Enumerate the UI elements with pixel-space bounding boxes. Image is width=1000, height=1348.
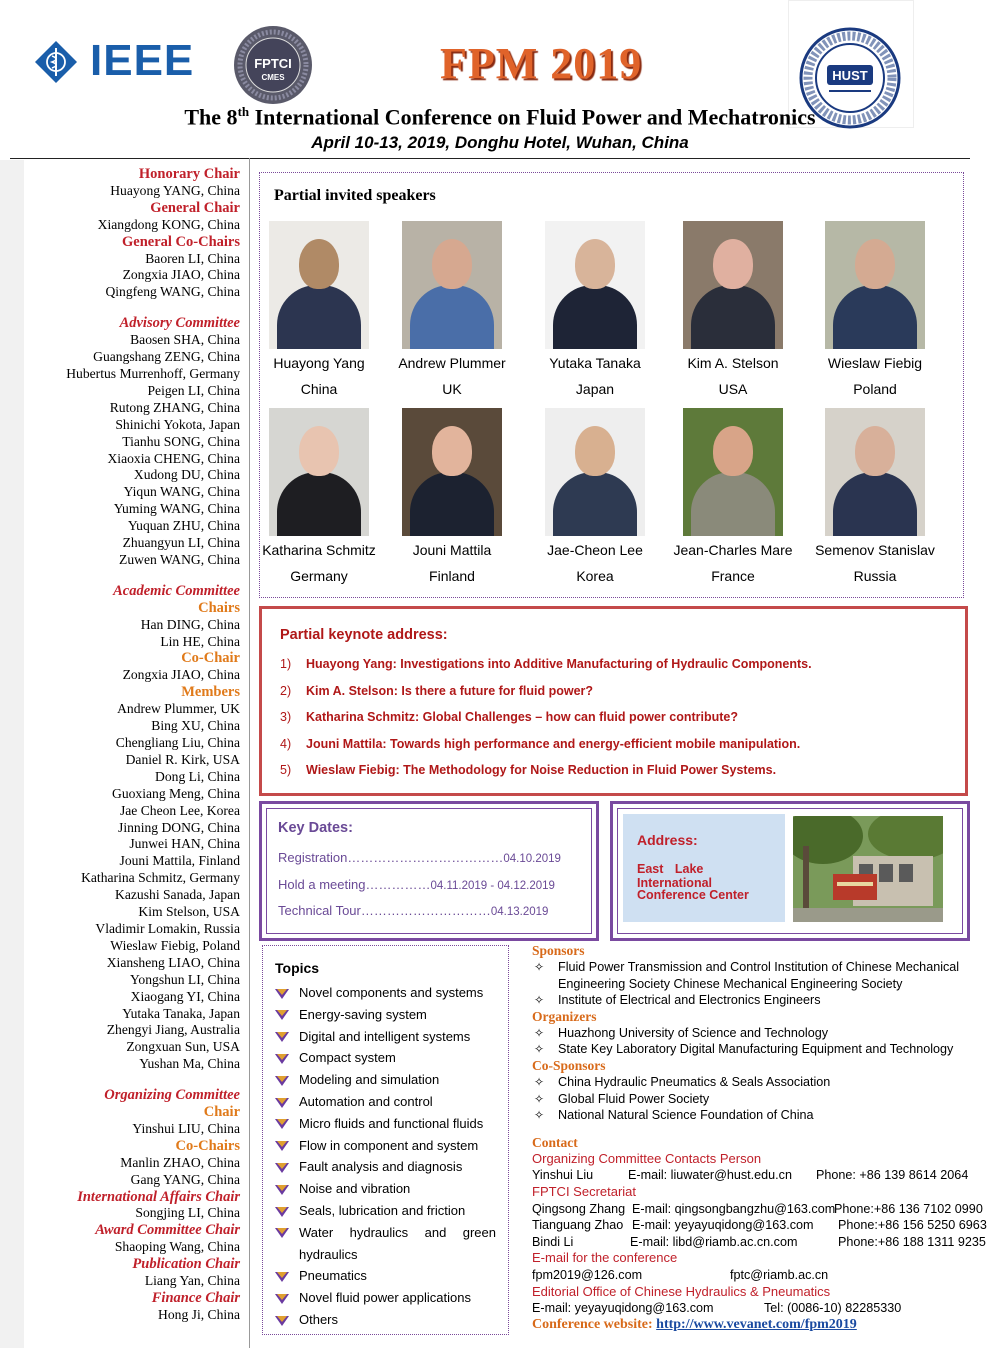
conference-email-a[interactable]: fpm2019@126.com [532,1267,643,1282]
topic-item [275,1309,500,1331]
fptci-contact-rows [532,1201,987,1251]
conference-title: The 8th International Conference on Fluid Power and Mechatronics [184,104,816,130]
key-date-value: 04.13.2019 [490,906,549,918]
committee-heading: Chair [203,1104,240,1121]
speaker-name: Wieslaw Fiebig [827,355,923,371]
topic-text: Fault analysis and diagnosis [299,1159,463,1175]
speaker-name: Katharina Schmitz [262,542,376,558]
committee-member: Yuming WANG, China [113,501,240,517]
conference-date: April 10-13, 2019, Donghu Hotel, Wuhan, China [311,133,689,152]
fptci-sub: CMES [261,73,285,82]
bullet-arrow-icon [275,1294,289,1304]
topic-text: Water hydraulics and green hydraulics [299,1224,496,1262]
committee-member: Songjing LI, China [135,1205,240,1221]
cosponsors-list [532,1074,977,1124]
contact-email[interactable]: E-mail: libd@riamb.ac.cn.com [630,1234,798,1249]
committee-heading: Honorary Chair [138,166,240,182]
speaker-country: Poland [853,381,897,397]
editorial-contact-row [532,1300,977,1317]
speaker-card [377,221,527,397]
speaker-name: Jouni Mattila [412,542,492,558]
keynote-title: Partial keynote address: [280,627,448,643]
speakers-title: Partial invited speakers [274,187,436,204]
key-date-item [278,903,548,918]
editorial-tel: Tel: (0086-10) 82285330 [764,1301,902,1316]
topic-text: Flow in component and system [299,1137,479,1153]
topic-item [275,1047,500,1069]
speaker-country: Finland [429,568,475,584]
committee-member: Baoren LI, China [145,250,240,266]
committee-heading: General Co-Chairs [122,233,240,250]
committee-heading: Award Committee Chair [95,1222,240,1239]
committee-member: Hubertus Murrenhoff, Germany [66,365,240,381]
committee-heading: Organizing Committee [104,1087,240,1104]
ieee-wordmark: IEEE [90,36,195,85]
key-date-label: Registration……………………………… [278,850,504,865]
topic-item [275,1026,500,1048]
speaker-photo [683,408,783,536]
committee-member: Guoxiang Meng, China [112,785,240,801]
speaker-country: China [300,381,338,397]
list-gap [24,569,240,583]
committee-member: Yutaka Tanaka, Japan [122,1005,240,1021]
bullet-arrow-icon [275,1010,289,1020]
committee-member: Dong Li, China [155,768,240,784]
hust-text: HUST [832,68,868,83]
speaker-photo [402,221,502,349]
keynote-number: 4) [280,736,292,751]
speaker-name: Huayong Yang [273,355,365,371]
contact-phone: Phone:+86 188 1311 9235 [838,1234,986,1249]
key-dates-title: Key Dates: [278,820,353,836]
committee-member: Xiangdong KONG, China [97,216,240,232]
keynote-number: 2) [280,683,292,698]
sponsors-list [532,959,977,1009]
header-divider [10,158,970,159]
key-date-item [278,850,561,865]
contact-name: Yinshui Liu [532,1168,594,1183]
committee-member: Huayong YANG, China [110,182,240,198]
committee-heading: Finance Chair [151,1290,240,1306]
committee-member: Guangshang ZENG, China [93,349,240,365]
committee-member: Zhuangyun LI, China [122,535,240,551]
cosponsors-heading: Co-Sponsors [532,1057,606,1073]
topic-item [275,1004,500,1026]
bullet-arrow-icon [275,1163,289,1173]
committee-member: Shinichi Yokota, Japan [115,416,240,432]
speaker-photo [825,408,925,536]
committee-member: Daniel R. Kirk, USA [125,751,240,767]
topic-item [275,1069,500,1091]
fptci-contact-row [532,1217,987,1234]
committee-member: Xiaoxia CHENG, China [107,450,240,466]
sponsors-contact-column [532,943,987,1333]
topic-text: Digital and intelligent systems [299,1028,471,1044]
keynote-item [280,737,800,751]
speaker-photo [545,408,645,536]
committee-member: Lin HE, China [160,633,240,649]
contact-heading: Contact [532,1134,578,1150]
keynote-number: 1) [280,657,292,671]
committee-member: Han DING, China [140,616,240,632]
speaker-card [244,408,394,584]
keynote-panel [259,606,968,796]
keynote-number: 5) [280,763,292,777]
committee-member: Andrew Plummer, UK [117,701,240,717]
committee-heading: General Chair [150,199,240,216]
contact-email[interactable]: E-mail: yeyayuqidong@163.com [632,1218,814,1233]
address-title: Address: [637,832,698,848]
address-line-1: East Lake International [637,862,713,890]
topic-item [275,1135,500,1157]
editorial-email[interactable]: E-mail: yeyayuqidong@163.com [532,1301,714,1316]
topic-item [275,982,500,1004]
website-label: Conference website: [532,1316,653,1332]
sponsor-item: ✧ National Natural Science Foundation of China [532,1107,977,1124]
topic-text: Pneumatics [299,1268,367,1284]
key-date-item [278,877,555,892]
contact-email[interactable]: E-mail: liuwater@hust.edu.cn [628,1168,792,1183]
topic-item [275,1265,500,1287]
sponsors-heading: Sponsors [532,943,585,958]
ieee-logo [34,36,214,85]
conference-email-heading: E-mail for the conference [532,1250,678,1266]
speaker-card [800,408,950,584]
topic-item [275,1222,500,1266]
committee-member: Wieslaw Fiebig, Poland [110,937,240,953]
venue-photo [793,816,943,922]
speaker-name: Jae-Cheon Lee [547,542,643,558]
topic-item [275,1156,500,1178]
key-date-value: 04.11.2019 - 04.12.2019 [430,879,555,892]
committee-member: Zuwen WANG, China [119,551,240,567]
speaker-photo [825,221,925,349]
conference-email-row [532,1267,977,1284]
speaker-card [520,408,670,584]
speaker-card [377,408,527,584]
contact-phone: Phone:+86 156 5250 6963 [838,1218,987,1233]
key-date-value: 04.10.2019 [503,853,561,865]
speaker-name: Yutaka Tanaka [549,355,641,371]
topic-text: Noise and vibration [299,1181,411,1197]
committee-member: Xiaogang YI, China [130,988,240,1004]
fptci-secretariat-heading: FPTCI Secretariat [532,1183,637,1199]
keynote-number: 3) [280,710,292,724]
speaker-country: Russia [853,568,897,584]
speaker-photo [402,408,502,536]
topic-text: Energy-saving system [299,1006,427,1022]
conference-email-b[interactable]: fptc@riamb.ac.cn [730,1267,829,1282]
speaker-name: Semenov Stanislav [815,542,935,558]
address-text-panel [623,814,785,922]
topic-text: Novel fluid power applications [299,1290,471,1306]
keynote-text: Kim A. Stelson: Is there a future for fluid power? [306,683,594,698]
speaker-country: Korea [576,568,614,584]
topic-text: Automation and control [299,1094,433,1109]
committee-list [24,166,240,1324]
bullet-arrow-icon [275,1272,289,1282]
contact-phone: Phone: +86 139 8614 2064 [816,1168,969,1183]
list-gap [24,301,240,315]
spacer [532,1124,977,1135]
committee-member: Katharina Schmitz, Germany [81,870,240,886]
org-contact-heading: Organizing Committee Contacts Person [532,1150,762,1166]
address-panel [610,801,970,941]
editorial-office-heading: Editorial Office of Chinese Hydraulics & Pneumatics [532,1283,831,1299]
topics-title: Topics [275,960,320,976]
fptci-seal-logo [232,24,314,106]
committee-heading: Co-Chair [181,650,240,667]
speaker-photo [683,221,783,349]
committee-heading: Members [181,684,240,701]
sponsor-item: ✧ State Key Laboratory Digital Manufacturing Equipment and Technology [532,1041,977,1058]
bullet-arrow-icon [275,1054,289,1064]
committee-member: Yiqun WANG, China [123,484,240,500]
keynote-item [280,684,593,698]
contact-email[interactable]: E-mail: qingsongbangzhu@163.com [632,1201,836,1216]
topic-item [275,1287,500,1309]
key-dates-panel [259,801,599,941]
committee-member: Jae Cheon Lee, Korea [119,802,240,818]
speaker-country: USA [718,381,748,397]
fpm-title: FPM 2019 [440,39,643,88]
committee-member: Jinning DONG, China [118,819,240,835]
bullet-arrow-icon [275,1032,289,1042]
speaker-photo [545,221,645,349]
left-margin-band [0,160,24,1348]
topic-text: Micro fluids and functional fluids [299,1115,484,1131]
committee-member: Chengliang Liu, China [115,735,240,750]
bullet-arrow-icon [275,989,289,999]
keynote-text: Huayong Yang: Investigations into Additive Manufacturing of Hydraulic Components. [306,657,812,671]
speaker-name: Jean-Charles Mare [673,542,793,558]
organizers-list [532,1025,977,1058]
speaker-country: Japan [575,381,615,397]
committee-heading: Advisory Committee [119,315,240,332]
sponsor-item: ✧ Institute of Electrical and Electronics Engineers [532,992,977,1009]
speaker-country: Germany [290,568,348,584]
bullet-arrow-icon [275,1076,289,1086]
committee-member: Zongxia JIAO, China [122,667,240,683]
keynote-text: Katharina Schmitz: Global Challenges – how can fluid power contribute? [306,710,738,724]
key-date-label: Hold a meeting…………… [278,876,431,892]
speaker-card [658,408,808,584]
topic-text: Seals, lubrication and friction [299,1203,466,1218]
speaker-card [244,221,394,397]
committee-member: Zongxia JIAO, China [122,267,240,283]
committee-member: Kazushi Sanada, Japan [115,887,240,903]
committee-heading: Co-Chairs [175,1137,240,1154]
fptci-contact-row [532,1234,986,1251]
contact-name: Tianguang Zhao [532,1218,624,1233]
committee-member: Liang Yan, China [144,1273,240,1289]
bullet-arrow-icon [275,1141,289,1151]
speaker-name: Andrew Plummer [398,355,506,371]
sponsor-item: ✧ Global Fluid Power Society [532,1091,977,1108]
speaker-card [520,221,670,397]
speaker-card [800,221,950,397]
topic-item [275,1113,500,1135]
speaker-photo [269,221,369,349]
sponsor-item: ✧ China Hydraulic Pneumatics & Seals Association [532,1074,977,1091]
committee-member: Vladimir Lomakin, Russia [95,920,240,936]
keynote-item [280,763,776,777]
committee-member: Xiansheng LIAO, China [106,954,240,970]
committee-member: Yushan Ma, China [139,1056,240,1072]
committee-member: Hong Ji, China [158,1306,240,1322]
committee-member: Peigen LI, China [147,382,240,398]
committee-member: Junwei HAN, China [129,836,240,852]
sponsor-item: ✧ Huazhong University of Science and Technology [532,1025,977,1042]
topic-text: Modeling and simulation [299,1072,440,1088]
topic-item [275,1091,500,1113]
speaker-photo [269,408,369,536]
committee-member: Baosen SHA, China [130,332,240,348]
speaker-country: France [711,568,755,584]
committee-member: Yongshun LI, China [129,971,240,987]
bullet-arrow-icon [275,1316,289,1326]
speaker-card [658,221,808,397]
committee-heading: Publication Chair [132,1256,240,1273]
contact-phone: Phone:+86 136 7102 0990 [834,1201,983,1216]
org-contact-row [532,1167,977,1184]
keynote-item [280,710,738,724]
committee-heading: Academic Committee [113,582,240,599]
committee-member: Zhengyi Jiang, Australia [106,1022,240,1038]
committee-member: Xudong DU, China [133,467,240,483]
committee-member: Qingfeng WANG, China [105,284,240,300]
bullet-arrow-icon [275,1207,289,1217]
bullet-arrow-icon [275,1185,289,1195]
committee-member: Shaoping Wang, China [114,1239,240,1255]
topics-panel [262,945,509,1335]
ieee-diamond-icon [34,40,78,84]
topic-text: Others [299,1312,339,1327]
conference-website [532,1317,977,1333]
committee-heading: Chairs [198,599,240,616]
committee-heading: International Affairs Chair [77,1188,240,1205]
committee-member: Yuquan ZHU, China [127,518,240,534]
committee-member: Rutong ZHANG, China [109,399,240,415]
bullet-arrow-icon [275,1119,289,1129]
keynote-item [280,657,812,671]
topic-item [275,1178,500,1200]
fptci-contact-row [532,1201,983,1218]
committee-member: Bing XU, China [151,718,240,734]
invited-speakers-panel [259,172,964,598]
fptci-text: FPTCI [254,56,292,71]
bullet-arrow-icon [275,1228,289,1238]
committee-member: Jouni Mattila, Finland [119,853,240,869]
committee-member: Tianhu SONG, China [122,433,240,449]
committee-member: Yinshui LIU, China [132,1120,240,1136]
committee-member: Manlin ZHAO, China [120,1154,240,1170]
contact-name: Qingsong Zhang [532,1201,626,1216]
website-link[interactable]: http://www.vevanet.com/fpm2019 [656,1316,857,1332]
bullet-arrow-icon [275,1098,289,1108]
topic-text: Novel components and systems [299,985,484,1000]
committee-member: Kim Stelson, USA [138,904,240,920]
speaker-country: UK [442,381,462,397]
committee-member: Gang YANG, China [130,1171,240,1187]
key-date-label: Technical Tour………………………… [278,903,491,918]
keynote-text: Jouni Mattila: Towards high performance and energy-efficient mobile manipulation. [306,736,801,751]
topic-item [275,1200,500,1222]
contact-name: Bindi Li [532,1234,574,1249]
keynote-text: Wieslaw Fiebig: The Methodology for Noise Reduction in Fluid Power Systems. [306,763,777,777]
address-line-2: Conference Center [637,888,749,902]
committee-member: Zongxuan Sun, USA [126,1039,240,1055]
list-gap [24,1073,240,1087]
organizers-heading: Organizers [532,1008,597,1024]
topic-text: Compact system [299,1050,396,1066]
sponsor-item: ✧ Fluid Power Transmission and Control Institution of Chinese Mechanical Engineering Society Chinese Mechanical Engineering Society [532,959,977,992]
speaker-name: Kim A. Stelson [687,355,779,371]
